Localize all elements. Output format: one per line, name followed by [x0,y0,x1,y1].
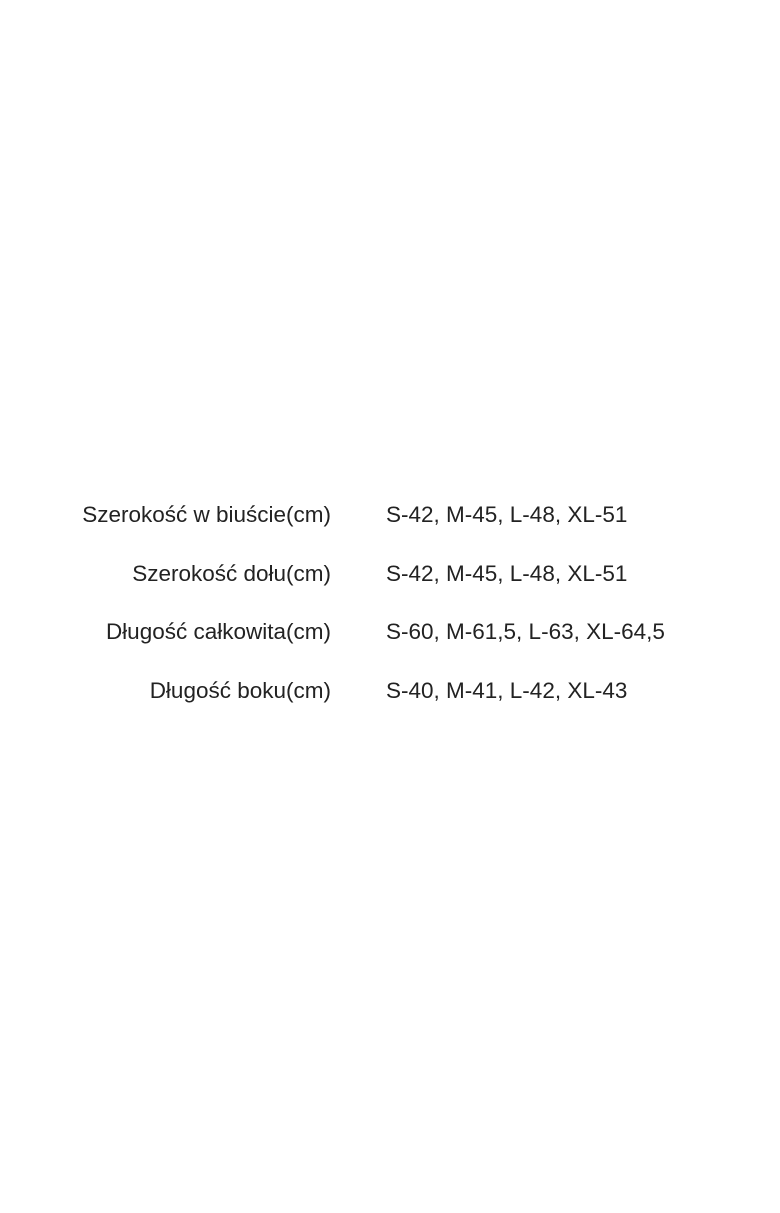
size-table [0,496,780,730]
size-row-total-length [0,613,780,672]
size-row-label: Długość boku(cm) [149,677,331,703]
size-row-label: Długość całkowita(cm) [105,619,331,644]
size-row-bust-width [0,496,780,555]
size-row-label: Szerokość dołu(cm) [132,560,331,586]
size-row-hem-width [0,555,780,614]
size-row-value: S-42, M-45, L-48, XL-51 [386,560,628,586]
size-row-label: Szerokość w biuście(cm) [82,502,331,527]
size-row-value: S-42, M-45, L-48, XL-51 [386,502,628,527]
size-row-value: S-40, M-41, L-42, XL-43 [386,677,628,703]
size-row-value: S-60, M-61,5, L-63, XL-64,5 [386,619,665,644]
size-row-side-length [0,672,780,731]
